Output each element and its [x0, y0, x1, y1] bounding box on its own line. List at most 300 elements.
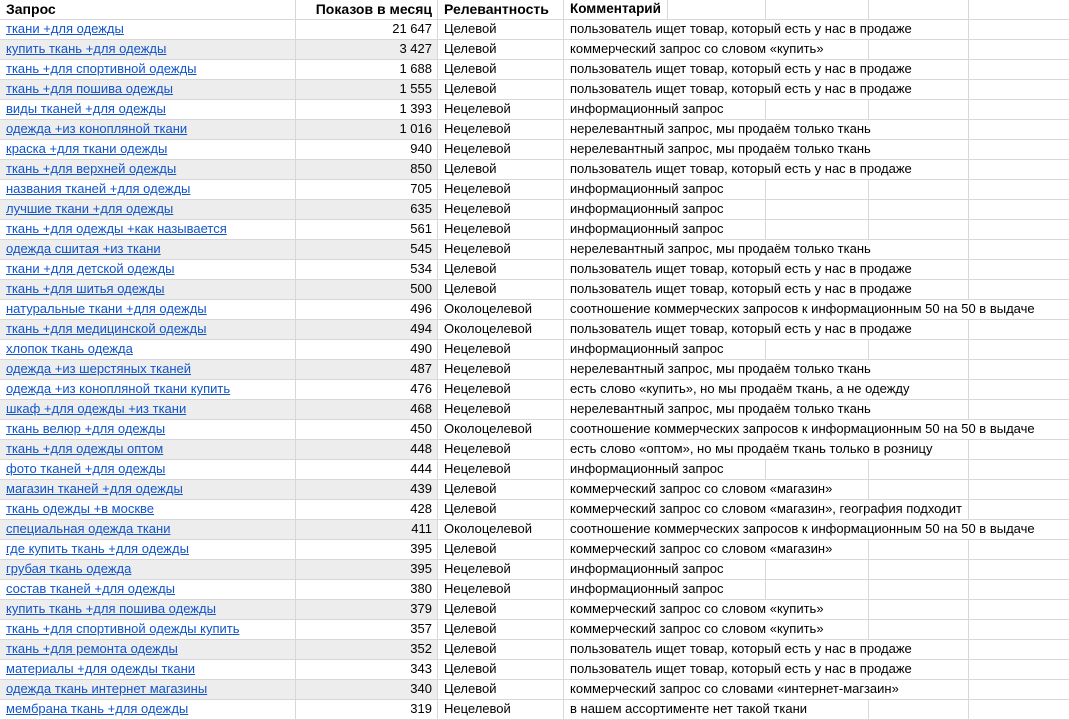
relevance-value: Целевой	[444, 541, 497, 556]
comment-cell[interactable]	[563, 480, 833, 499]
empty-cell[interactable]	[968, 320, 1069, 339]
impressions-value: 3 427	[399, 41, 432, 56]
query-cell[interactable]	[0, 540, 295, 559]
empty-cell[interactable]	[765, 580, 868, 599]
query-link[interactable]: фото тканей +для одежды	[6, 461, 166, 476]
query-link[interactable]: купить ткань +для одежды	[6, 41, 167, 56]
relevance-value: Нецелевой	[444, 201, 511, 216]
relevance-cell[interactable]	[437, 620, 563, 639]
impressions-value: 352	[410, 641, 432, 656]
impressions-value: 450	[410, 421, 432, 436]
empty-cell[interactable]	[968, 340, 1069, 359]
impressions-value: 1 688	[399, 61, 432, 76]
query-cell[interactable]	[0, 380, 295, 399]
empty-cell[interactable]	[868, 180, 968, 199]
empty-cell[interactable]	[667, 0, 765, 19]
comment-cell[interactable]	[563, 80, 912, 99]
comment-cell[interactable]	[563, 380, 910, 399]
query-cell[interactable]	[0, 260, 295, 279]
relevance-cell[interactable]	[437, 560, 563, 579]
query-link[interactable]: ткань +для спортивной одежды	[6, 61, 197, 76]
relevance-value: Целевой	[444, 81, 497, 96]
relevance-cell[interactable]	[437, 500, 563, 519]
empty-cell[interactable]	[765, 560, 868, 579]
comment-cell[interactable]	[563, 20, 912, 39]
relevance-value: Целевой	[444, 21, 497, 36]
comment-cell[interactable]	[563, 300, 1035, 319]
comment-text: нерелевантный запрос, мы продаём только ткань	[570, 121, 871, 136]
impressions-value: 561	[410, 221, 432, 236]
impressions-cell[interactable]	[295, 100, 437, 119]
empty-cell[interactable]	[868, 360, 968, 379]
relevance-cell[interactable]	[437, 40, 563, 59]
query-cell[interactable]	[0, 340, 295, 359]
header-row	[0, 0, 1069, 20]
query-cell[interactable]	[0, 360, 295, 379]
query-cell[interactable]	[0, 420, 295, 439]
impressions-cell[interactable]	[295, 700, 437, 719]
relevance-cell[interactable]	[437, 160, 563, 179]
query-cell[interactable]	[0, 300, 295, 319]
relevance-cell[interactable]	[437, 260, 563, 279]
header-comment-label: Комментарий	[570, 1, 661, 16]
empty-cell[interactable]	[968, 620, 1069, 639]
relevance-value: Целевой	[444, 281, 497, 296]
relevance-value: Околоцелевой	[444, 321, 533, 336]
relevance-cell[interactable]	[437, 320, 563, 339]
empty-cell[interactable]	[868, 600, 968, 619]
empty-cell[interactable]	[968, 600, 1069, 619]
relevance-value: Целевой	[444, 481, 497, 496]
query-cell[interactable]	[0, 600, 295, 619]
query-cell[interactable]	[0, 580, 295, 599]
query-link[interactable]: одежда +из шерстяных тканей	[6, 361, 192, 376]
query-cell[interactable]	[0, 680, 295, 699]
query-cell[interactable]	[0, 440, 295, 459]
relevance-value: Целевой	[444, 641, 497, 656]
header-query-cell[interactable]	[0, 0, 295, 19]
impressions-cell[interactable]	[295, 440, 437, 459]
empty-cell[interactable]	[968, 100, 1069, 119]
query-link[interactable]: ткань +для пошива одежды	[6, 81, 173, 96]
relevance-cell[interactable]	[437, 680, 563, 699]
query-link[interactable]: ткань +для верхней одежды	[6, 161, 177, 176]
impressions-cell[interactable]	[295, 160, 437, 179]
comment-cell[interactable]	[563, 400, 871, 419]
header-impressions-cell[interactable]	[295, 0, 437, 19]
query-cell[interactable]	[0, 160, 295, 179]
query-cell[interactable]	[0, 120, 295, 139]
relevance-cell[interactable]	[437, 400, 563, 419]
query-link[interactable]: виды тканей +для одежды	[6, 101, 166, 116]
impressions-cell[interactable]	[295, 660, 437, 679]
relevance-cell[interactable]	[437, 420, 563, 439]
relevance-cell[interactable]	[437, 100, 563, 119]
empty-cell[interactable]	[868, 140, 968, 159]
empty-cell[interactable]	[868, 220, 968, 239]
impressions-value: 494	[410, 321, 432, 336]
table-row	[0, 620, 1069, 640]
impressions-cell[interactable]	[295, 460, 437, 479]
comment-cell[interactable]	[563, 220, 724, 239]
empty-cell[interactable]	[868, 540, 968, 559]
impressions-cell[interactable]	[295, 140, 437, 159]
empty-cell[interactable]	[968, 380, 1069, 399]
query-link[interactable]: ткани +для одежды	[6, 21, 124, 36]
empty-cell[interactable]	[968, 560, 1069, 579]
empty-cell[interactable]	[868, 340, 968, 359]
comment-cell[interactable]	[563, 660, 912, 679]
empty-cell[interactable]	[968, 40, 1069, 59]
query-link[interactable]: краска +для ткани одежды	[6, 141, 168, 156]
header-relevance-label: Релевантность	[444, 1, 549, 17]
impressions-value: 1 555	[399, 81, 432, 96]
impressions-cell[interactable]	[295, 60, 437, 79]
header-comment-cell[interactable]	[563, 0, 667, 19]
empty-cell[interactable]	[968, 200, 1069, 219]
relevance-cell[interactable]	[437, 380, 563, 399]
query-cell[interactable]	[0, 100, 295, 119]
empty-cell[interactable]	[765, 340, 868, 359]
empty-cell[interactable]	[968, 480, 1069, 499]
empty-cell[interactable]	[968, 460, 1069, 479]
empty-cell[interactable]	[868, 460, 968, 479]
empty-cell[interactable]	[968, 660, 1069, 679]
empty-cell[interactable]	[968, 700, 1069, 719]
relevance-cell[interactable]	[437, 140, 563, 159]
comment-cell[interactable]	[563, 320, 912, 339]
comment-text: есть слово «оптом», но мы продаём ткань только в розницу	[570, 441, 933, 456]
query-link[interactable]: одежда ткань интернет магазины	[6, 681, 208, 696]
relevance-cell[interactable]	[437, 20, 563, 39]
empty-cell[interactable]	[765, 200, 868, 219]
comment-cell[interactable]	[563, 340, 724, 359]
query-cell[interactable]	[0, 460, 295, 479]
query-link[interactable]: ткань +для спортивной одежды купить	[6, 621, 240, 636]
empty-cell[interactable]	[968, 640, 1069, 659]
query-cell[interactable]	[0, 400, 295, 419]
relevance-cell[interactable]	[437, 60, 563, 79]
empty-cell[interactable]	[968, 180, 1069, 199]
empty-cell[interactable]	[968, 60, 1069, 79]
relevance-value: Целевой	[444, 261, 497, 276]
comment-cell[interactable]	[563, 200, 724, 219]
table-row	[0, 460, 1069, 480]
impressions-cell[interactable]	[295, 80, 437, 99]
relevance-cell[interactable]	[437, 200, 563, 219]
relevance-value: Нецелевой	[444, 141, 511, 156]
impressions-value: 940	[410, 141, 432, 156]
impressions-cell[interactable]	[295, 220, 437, 239]
query-link[interactable]: названия тканей +для одежды	[6, 181, 191, 196]
relevance-cell[interactable]	[437, 480, 563, 499]
query-link[interactable]: ткань +для шитья одежды	[6, 281, 165, 296]
comment-cell[interactable]	[563, 120, 871, 139]
comment-cell[interactable]	[563, 420, 1035, 439]
query-link[interactable]: лучшие ткани +для одежды	[6, 201, 174, 216]
comment-text: коммерческий запрос со словом «купить»	[570, 601, 824, 616]
comment-cell[interactable]	[563, 640, 912, 659]
empty-cell[interactable]	[765, 100, 868, 119]
comment-cell[interactable]	[563, 140, 871, 159]
table-row	[0, 320, 1069, 340]
table-row	[0, 360, 1069, 380]
empty-cell[interactable]	[968, 260, 1069, 279]
empty-cell[interactable]	[968, 280, 1069, 299]
query-link[interactable]: грубая ткань одежда	[6, 561, 132, 576]
query-cell[interactable]	[0, 80, 295, 99]
impressions-value: 476	[410, 381, 432, 396]
query-link[interactable]: хлопок ткань одежда	[6, 341, 133, 356]
relevance-cell[interactable]	[437, 240, 563, 259]
comment-cell[interactable]	[563, 500, 962, 519]
relevance-cell[interactable]	[437, 180, 563, 199]
empty-cell[interactable]	[968, 0, 1069, 19]
comment-text: пользователь ищет товар, который есть у нас в продаже	[570, 261, 912, 276]
impressions-cell[interactable]	[295, 280, 437, 299]
relevance-value: Околоцелевой	[444, 301, 533, 316]
impressions-cell[interactable]	[295, 320, 437, 339]
impressions-cell[interactable]	[295, 400, 437, 419]
relevance-cell[interactable]	[437, 460, 563, 479]
query-link[interactable]: ткань +для медицинской одежды	[6, 321, 207, 336]
query-link[interactable]: шкаф +для одежды +из ткани	[6, 401, 187, 416]
impressions-cell[interactable]	[295, 380, 437, 399]
query-cell[interactable]	[0, 200, 295, 219]
query-cell[interactable]	[0, 140, 295, 159]
impressions-cell[interactable]	[295, 640, 437, 659]
impressions-cell[interactable]	[295, 520, 437, 539]
comment-cell[interactable]	[563, 620, 824, 639]
relevance-value: Целевой	[444, 501, 497, 516]
relevance-cell[interactable]	[437, 220, 563, 239]
table-row	[0, 700, 1069, 720]
relevance-cell[interactable]	[437, 120, 563, 139]
empty-cell[interactable]	[868, 240, 968, 259]
impressions-cell[interactable]	[295, 340, 437, 359]
empty-cell[interactable]	[765, 460, 868, 479]
empty-cell[interactable]	[968, 80, 1069, 99]
impressions-value: 357	[410, 621, 432, 636]
relevance-cell[interactable]	[437, 360, 563, 379]
impressions-cell[interactable]	[295, 360, 437, 379]
query-cell[interactable]	[0, 480, 295, 499]
comment-text: нерелевантный запрос, мы продаём только ткань	[570, 141, 871, 156]
query-cell[interactable]	[0, 60, 295, 79]
impressions-cell[interactable]	[295, 540, 437, 559]
relevance-value: Целевой	[444, 681, 497, 696]
comment-cell[interactable]	[563, 460, 724, 479]
impressions-value: 1 016	[399, 121, 432, 136]
relevance-value: Нецелевой	[444, 461, 511, 476]
comment-cell[interactable]	[563, 520, 1035, 539]
table-row	[0, 80, 1069, 100]
relevance-value: Целевой	[444, 41, 497, 56]
impressions-cell[interactable]	[295, 500, 437, 519]
impressions-cell[interactable]	[295, 620, 437, 639]
query-cell[interactable]	[0, 620, 295, 639]
relevance-cell[interactable]	[437, 660, 563, 679]
relevance-cell[interactable]	[437, 600, 563, 619]
comment-cell[interactable]	[563, 560, 724, 579]
relevance-cell[interactable]	[437, 300, 563, 319]
impressions-cell[interactable]	[295, 480, 437, 499]
impressions-cell[interactable]	[295, 560, 437, 579]
query-link[interactable]: материалы +для одежды ткани	[6, 661, 196, 676]
query-link[interactable]: магазин тканей +для одежды	[6, 481, 183, 496]
impressions-cell[interactable]	[295, 580, 437, 599]
comment-cell[interactable]	[563, 180, 724, 199]
impressions-cell[interactable]	[295, 260, 437, 279]
query-cell[interactable]	[0, 520, 295, 539]
impressions-cell[interactable]	[295, 120, 437, 139]
impressions-cell[interactable]	[295, 20, 437, 39]
empty-cell[interactable]	[968, 160, 1069, 179]
empty-cell[interactable]	[765, 0, 868, 19]
empty-cell[interactable]	[868, 200, 968, 219]
empty-cell[interactable]	[868, 480, 968, 499]
relevance-cell[interactable]	[437, 640, 563, 659]
query-link[interactable]: одежда +из конопляной ткани	[6, 121, 188, 136]
impressions-cell[interactable]	[295, 40, 437, 59]
impressions-value: 448	[410, 441, 432, 456]
empty-cell[interactable]	[968, 220, 1069, 239]
comment-cell[interactable]	[563, 700, 808, 719]
comment-cell[interactable]	[563, 360, 871, 379]
query-cell[interactable]	[0, 280, 295, 299]
relevance-value: Нецелевой	[444, 581, 511, 596]
query-link[interactable]: одежда +из конопляной ткани купить	[6, 381, 231, 396]
table-row	[0, 160, 1069, 180]
comment-cell[interactable]	[563, 600, 824, 619]
impressions-value: 319	[410, 701, 432, 716]
empty-cell[interactable]	[968, 360, 1069, 379]
relevance-cell[interactable]	[437, 440, 563, 459]
relevance-cell[interactable]	[437, 80, 563, 99]
relevance-cell[interactable]	[437, 280, 563, 299]
query-link[interactable]: ткань +для одежды +как называется	[6, 221, 227, 236]
impressions-value: 395	[410, 561, 432, 576]
query-link[interactable]: ткань +для одежды оптом	[6, 441, 164, 456]
relevance-value: Нецелевой	[444, 441, 511, 456]
empty-cell[interactable]	[868, 400, 968, 419]
impressions-cell[interactable]	[295, 300, 437, 319]
empty-cell[interactable]	[968, 680, 1069, 699]
comment-cell[interactable]	[563, 160, 912, 179]
empty-cell[interactable]	[868, 40, 968, 59]
comment-cell[interactable]	[563, 280, 912, 299]
impressions-value: 545	[410, 241, 432, 256]
empty-cell[interactable]	[968, 400, 1069, 419]
table-row	[0, 240, 1069, 260]
query-cell[interactable]	[0, 40, 295, 59]
comment-cell[interactable]	[563, 240, 871, 259]
empty-cell[interactable]	[968, 500, 1069, 519]
empty-cell[interactable]	[968, 240, 1069, 259]
empty-cell[interactable]	[868, 0, 968, 19]
query-link[interactable]: ткань велюр +для одежды	[6, 421, 166, 436]
empty-cell[interactable]	[868, 580, 968, 599]
header-relevance-cell[interactable]	[437, 0, 563, 19]
query-link[interactable]: натуральные ткани +для одежды	[6, 301, 207, 316]
query-cell[interactable]	[0, 560, 295, 579]
query-link[interactable]: специальная одежда ткани	[6, 521, 171, 536]
impressions-cell[interactable]	[295, 600, 437, 619]
impressions-cell[interactable]	[295, 180, 437, 199]
query-link[interactable]: мембрана ткань +для одежды	[6, 701, 189, 716]
query-link[interactable]: одежда сшитая +из ткани	[6, 241, 161, 256]
relevance-value: Целевой	[444, 601, 497, 616]
empty-cell[interactable]	[868, 120, 968, 139]
query-cell[interactable]	[0, 320, 295, 339]
impressions-cell[interactable]	[295, 420, 437, 439]
relevance-cell[interactable]	[437, 540, 563, 559]
impressions-cell[interactable]	[295, 680, 437, 699]
empty-cell[interactable]	[968, 20, 1069, 39]
query-link[interactable]: ткань +для ремонта одежды	[6, 641, 178, 656]
relevance-cell[interactable]	[437, 340, 563, 359]
query-link[interactable]: ткань одежды +в москве	[6, 501, 155, 516]
comment-text: коммерческий запрос со словом «магазин»	[570, 541, 833, 556]
impressions-cell[interactable]	[295, 200, 437, 219]
relevance-cell[interactable]	[437, 580, 563, 599]
empty-cell[interactable]	[765, 220, 868, 239]
empty-cell[interactable]	[868, 560, 968, 579]
query-cell[interactable]	[0, 500, 295, 519]
query-cell[interactable]	[0, 700, 295, 719]
query-cell[interactable]	[0, 180, 295, 199]
comment-cell[interactable]	[563, 60, 912, 79]
table-row	[0, 300, 1069, 320]
comment-cell[interactable]	[563, 680, 899, 699]
empty-cell[interactable]	[868, 100, 968, 119]
comment-cell[interactable]	[563, 100, 724, 119]
query-link[interactable]: состав тканей +для одежды	[6, 581, 176, 596]
comment-text: информационный запрос	[570, 561, 724, 576]
query-cell[interactable]	[0, 660, 295, 679]
impressions-cell[interactable]	[295, 240, 437, 259]
impressions-value: 444	[410, 461, 432, 476]
query-cell[interactable]	[0, 240, 295, 259]
impressions-value: 21 647	[392, 21, 432, 36]
table-row	[0, 680, 1069, 700]
query-cell[interactable]	[0, 20, 295, 39]
relevance-cell[interactable]	[437, 700, 563, 719]
empty-cell[interactable]	[968, 540, 1069, 559]
comment-cell[interactable]	[563, 40, 824, 59]
table-row	[0, 420, 1069, 440]
empty-cell[interactable]	[868, 620, 968, 639]
query-cell[interactable]	[0, 220, 295, 239]
empty-cell[interactable]	[968, 440, 1069, 459]
comment-cell[interactable]	[563, 260, 912, 279]
comment-cell[interactable]	[563, 440, 933, 459]
empty-cell[interactable]	[765, 180, 868, 199]
comment-cell[interactable]	[563, 580, 724, 599]
empty-cell[interactable]	[968, 120, 1069, 139]
query-cell[interactable]	[0, 640, 295, 659]
query-link[interactable]: ткани +для детской одежды	[6, 261, 175, 276]
empty-cell[interactable]	[868, 700, 968, 719]
empty-cell[interactable]	[968, 140, 1069, 159]
comment-cell[interactable]	[563, 540, 833, 559]
empty-cell[interactable]	[968, 580, 1069, 599]
relevance-cell[interactable]	[437, 520, 563, 539]
query-link[interactable]: где купить ткань +для одежды	[6, 541, 189, 556]
query-link[interactable]: купить ткань +для пошива одежды	[6, 601, 216, 616]
relevance-value: Целевой	[444, 61, 497, 76]
comment-text: нерелевантный запрос, мы продаём только ткань	[570, 401, 871, 416]
